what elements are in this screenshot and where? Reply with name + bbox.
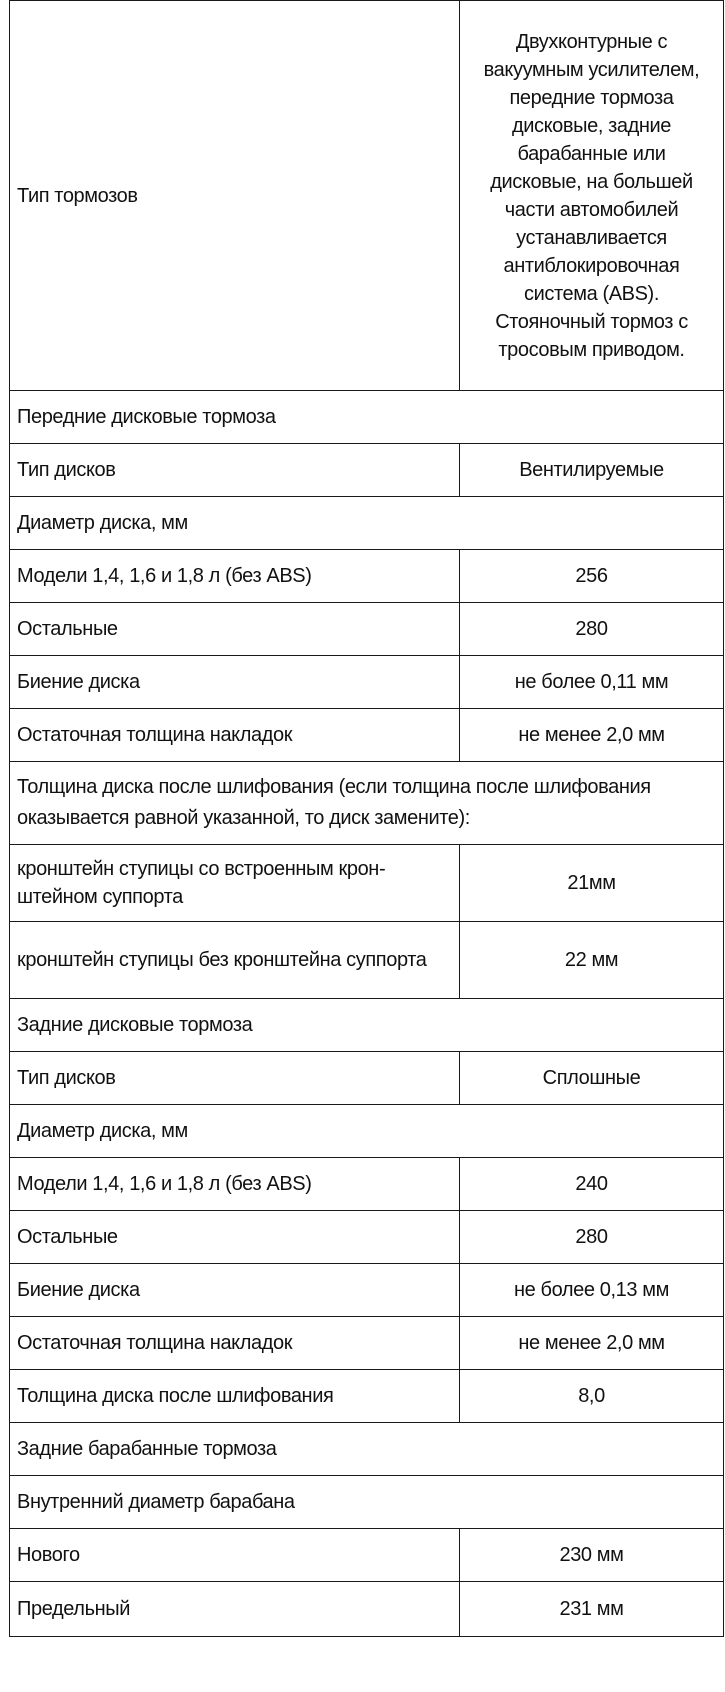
front-disc-type-value: Вентилируемые <box>460 444 724 497</box>
table-row <box>10 656 724 709</box>
table-row <box>10 1264 724 1317</box>
rear-others-label: Остальные <box>10 1211 460 1264</box>
table-row <box>10 550 724 603</box>
table-row <box>10 922 724 999</box>
table-row <box>10 1582 724 1637</box>
rear-models-label: Модели 1,4, 1,6 и 1,8 л (без ABS) <box>10 1158 460 1211</box>
rear-pad-value: не менее 2,0 мм <box>460 1317 724 1370</box>
table-row <box>10 1 724 391</box>
table-row <box>10 1211 724 1264</box>
rear-disc-type-value: Сплошные <box>460 1052 724 1105</box>
rear-models-value: 240 <box>460 1158 724 1211</box>
front-grind-note: Толщина диска после шлифования (если толщина после шлифования оказывается равной указанной, то диск замените): <box>10 762 724 845</box>
subheading-row <box>10 497 724 550</box>
table-row <box>10 444 724 497</box>
rear-disc-type-label: Тип дисков <box>10 1052 460 1105</box>
table-row <box>10 1529 724 1582</box>
section-row <box>10 1423 724 1476</box>
front-models-value: 256 <box>460 550 724 603</box>
rear-others-value: 280 <box>460 1211 724 1264</box>
subheading-row <box>10 1105 724 1158</box>
front-disc-type-label: Тип дисков <box>10 444 460 497</box>
front-runout-label: Биение диска <box>10 656 460 709</box>
drum-new-label: Нового <box>10 1529 460 1582</box>
table-row <box>10 603 724 656</box>
section-row <box>10 391 724 444</box>
front-pad-value: не менее 2,0 мм <box>460 709 724 762</box>
hub-plain-value: 22 мм <box>460 922 724 999</box>
table-row <box>10 709 724 762</box>
table-row <box>10 1158 724 1211</box>
rear-drum-section-heading: Задние барабанные тормоза <box>10 1423 724 1476</box>
subheading-row <box>10 1476 724 1529</box>
front-others-value: 280 <box>460 603 724 656</box>
table-row <box>10 1317 724 1370</box>
front-pad-label: Остаточная толщина накладок <box>10 709 460 762</box>
front-others-label: Остальные <box>10 603 460 656</box>
rear-grind-label: Толщина диска после шлифования <box>10 1370 460 1423</box>
rear-runout-label: Биение диска <box>10 1264 460 1317</box>
rear-runout-value: не более 0,13 мм <box>460 1264 724 1317</box>
note-row <box>10 762 724 845</box>
table-row <box>10 1370 724 1423</box>
brake-spec-table <box>9 0 724 1637</box>
hub-integrated-value: 21мм <box>460 845 724 922</box>
front-runout-value: не более 0,11 мм <box>460 656 724 709</box>
front-disc-diameter-heading: Диаметр диска, мм <box>10 497 724 550</box>
rear-pad-label: Остаточная толщина накладок <box>10 1317 460 1370</box>
section-row <box>10 999 724 1052</box>
front-models-label: Модели 1,4, 1,6 и 1,8 л (без ABS) <box>10 550 460 603</box>
drum-new-value: 230 мм <box>460 1529 724 1582</box>
drum-inner-diameter-heading: Внутренний диаметр барабана <box>10 1476 724 1529</box>
rear-grind-value: 8,0 <box>460 1370 724 1423</box>
hub-integrated-label: кронштейн ступицы со встроенным кронштейном суппорта <box>10 845 460 922</box>
front-disc-section-heading: Передние дисковые тормоза <box>10 391 724 444</box>
table-row <box>10 845 724 922</box>
rear-disc-diameter-heading: Диаметр диска, мм <box>10 1105 724 1158</box>
drum-limit-label: Предельный <box>10 1582 460 1637</box>
brake-type-value: Двухконтурные с вакуумным усилителем, передние тормоза дисковые, задние барабанные или дисковые, на большей части автомобилей устанавливается антиблокировочная система (ABS). Стояночный тормоз с тросовым приводом. <box>460 1 724 391</box>
table-row <box>10 1052 724 1105</box>
hub-plain-label: кронштейн ступицы без кронштейна суппорта <box>10 922 460 999</box>
brake-type-label: Тип тормозов <box>10 1 460 391</box>
rear-disc-section-heading: Задние дисковые тормоза <box>10 999 724 1052</box>
drum-limit-value: 231 мм <box>460 1582 724 1637</box>
